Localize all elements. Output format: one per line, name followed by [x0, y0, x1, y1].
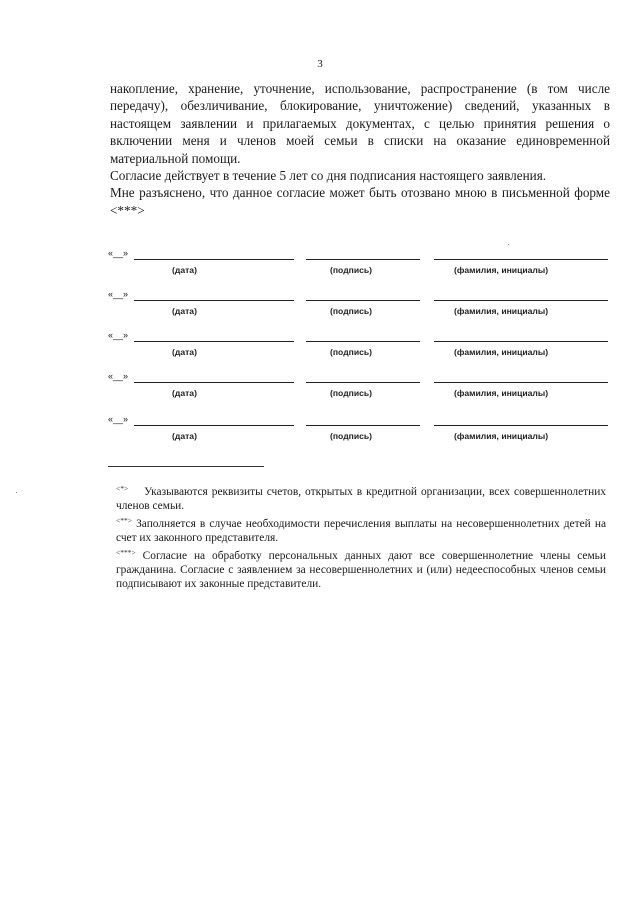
date-line: [134, 300, 294, 301]
signature-row: [108, 289, 608, 323]
date-caption: (дата): [172, 388, 197, 398]
date-prefix: «__»: [108, 330, 129, 340]
consent-paragraph-validity: Согласие действует в течение 5 лет со дня подписания настоящего заявления.: [110, 168, 547, 184]
date-line: [134, 259, 294, 260]
consent-paragraph-revocation: Мне разъяснено, что данное согласие может быть отозвано мною в письменной форме <***>: [110, 185, 610, 218]
date-caption: (дата): [172, 347, 197, 357]
signature-caption: (подпись): [330, 431, 373, 441]
date-caption: (дата): [172, 306, 197, 316]
scan-speck: [508, 244, 509, 245]
footnote-separator: [108, 466, 264, 467]
signature-caption: (подпись): [330, 306, 373, 316]
signature-caption: (подпись): [330, 347, 373, 357]
signature-line: [306, 300, 420, 301]
name-line: [434, 341, 608, 342]
date-prefix: «__»: [108, 414, 129, 424]
date-line: [134, 425, 294, 426]
date-caption: (дата): [172, 265, 197, 275]
signature-row: [108, 371, 608, 405]
consent-text: [110, 80, 610, 219]
name-caption: (фамилия, инициалы): [454, 431, 549, 441]
signature-line: [306, 425, 420, 426]
scan-speck: [16, 492, 17, 493]
footnote: [116, 546, 606, 592]
name-line: [434, 300, 608, 301]
signature-row: [108, 248, 608, 282]
name-caption: (фамилия, инициалы): [454, 388, 549, 398]
name-line: [434, 259, 608, 260]
footnote-mark: <***>: [116, 547, 136, 557]
footnote: [116, 482, 606, 514]
name-line: [434, 382, 608, 383]
signature-line: [306, 382, 420, 383]
footnote-text: Указываются реквизиты счетов, открытых в кредитной организации, всех совершеннолетних членов семьи.: [116, 486, 607, 513]
date-prefix: «__»: [108, 248, 129, 258]
page-number: 3: [317, 58, 323, 70]
footnote: [116, 514, 606, 546]
date-line: [134, 341, 294, 342]
signature-row: [108, 330, 608, 364]
date-caption: (дата): [172, 431, 197, 441]
consent-paragraph-processing: накопление, хранение, уточнение, использование, распространение (в том числе передачу), обезличивание, блокирование, уничтожение) сведений, указанных в настоящем заявлении и прилагаемых документах, с целью принятия решения о включении меня и членов моей семьи в списки на оказание единовременной материальной помощи.: [110, 81, 610, 166]
name-caption: (фамилия, инициалы): [454, 265, 549, 275]
footnote-mark: <**>: [116, 515, 132, 525]
footnote-mark: <*>: [116, 484, 129, 493]
signature-row: [108, 414, 608, 448]
signature-caption: (подпись): [330, 265, 373, 275]
date-prefix: «__»: [108, 371, 129, 381]
signature-line: [306, 341, 420, 342]
signature-caption: (подпись): [330, 388, 373, 398]
signature-line: [306, 259, 420, 260]
footnote-text: Заполняется в случае необходимости перечисления выплаты на несовершеннолетних детей на счет их законного представителя.: [116, 517, 606, 545]
footnote-text: Согласие на обработку персональных данных дают все совершеннолетние члены семьи гражданина. Согласие с заявлением за несовершеннолетних и (или) недееспособных членов семьи подписывают их законные представители.: [116, 549, 606, 591]
name-caption: (фамилия, инициалы): [454, 347, 549, 357]
date-prefix: «__»: [108, 289, 129, 299]
name-caption: (фамилия, инициалы): [454, 306, 549, 316]
name-line: [434, 425, 608, 426]
date-line: [134, 382, 294, 383]
footnotes: [116, 482, 606, 592]
